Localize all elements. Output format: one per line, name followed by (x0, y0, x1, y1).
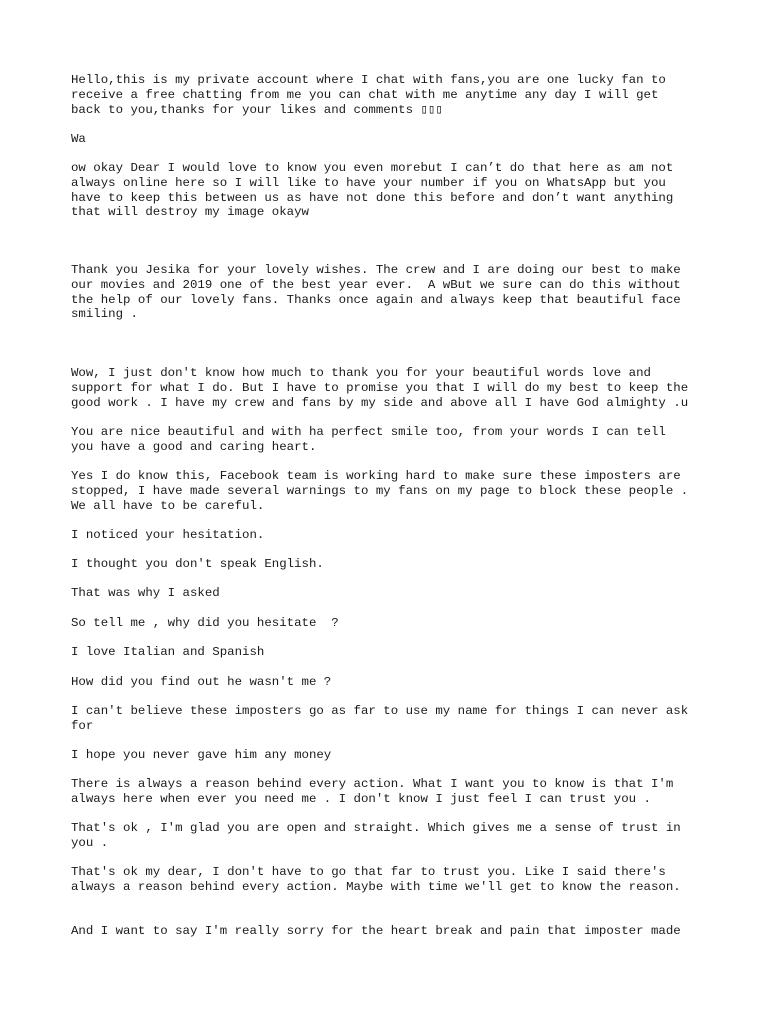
paragraph-thank-you-jesika: Thank you Jesika for your lovely wishes. The crew and I are doing our best to make our movies and 2019 one of the best year ever. A wBut we sure can do this without the help of our lovely fans. Thanks once again and always keep that beautiful face smiling . (71, 263, 681, 322)
paragraph-trust-you: That's ok my dear, I don't have to go that far to trust you. Like I said there's always a reason behind every action. Maybe with time we'll get to know the reason. (71, 865, 681, 894)
paragraph-reason-action: There is always a reason behind every action. What I want you to know is that I'm always here when ever you need me . I don't know I just feel I can trust you . (71, 777, 674, 806)
paragraph-intro: Hello,this is my private account where I chat with fans,you are one lucky fan to receive a free chatting from me you can chat with me anytime any day I will get back to you,thanks for your likes and comments ▯▯▯ (71, 73, 666, 117)
paragraph-facebook-team: Yes I do know this, Facebook team is working hard to make sure these imposters are stopped, I have made several warnings to my fans on my page to block these people . We all have to be careful. (71, 469, 689, 513)
paragraph-hesitation: I noticed your hesitation. (71, 528, 265, 542)
paragraph-whatsapp: ow okay Dear I would love to know you even morebut I can’t do that here as am not always online here so I will like to have your number if you on WhatsApp but you have to keep this between us as have not done this before and don’t want anything that will destroy my image okayw (71, 161, 674, 220)
paragraph-sorry: And I want to say I'm really sorry for the heart break and pain that imposter made (71, 924, 681, 938)
paragraph-why-hesitate: So tell me , why did you hesitate ? (71, 616, 339, 630)
paragraph-wa: Wa (71, 132, 86, 146)
paragraph-wow: Wow, I just don't know how much to thank you for your beautiful words love and support for what I do. But I have to promise you that I will do my best to keep the good work . I have my crew and fans by my side and above all I have God almighty .u (71, 366, 689, 410)
paragraph-find-out: How did you find out he wasn't me ? (71, 675, 332, 689)
paragraph-open-straight: That's ok , I'm glad you are open and straight. Which gives me a sense of trust in you . (71, 821, 681, 850)
paragraph-money: I hope you never gave him any money (71, 748, 332, 762)
paragraph-nice-beautiful: You are nice beautiful and with ha perfect smile too, from your words I can tell you have a good and caring heart. (71, 425, 666, 454)
paragraph-italian-spanish: I love Italian and Spanish (71, 645, 265, 659)
paragraph-why-asked: That was why I asked (71, 586, 220, 600)
paragraph-imposters-name: I can't believe these imposters go as far to use my name for things I can never ask for (71, 704, 689, 733)
paragraph-english: I thought you don't speak English. (71, 557, 324, 571)
